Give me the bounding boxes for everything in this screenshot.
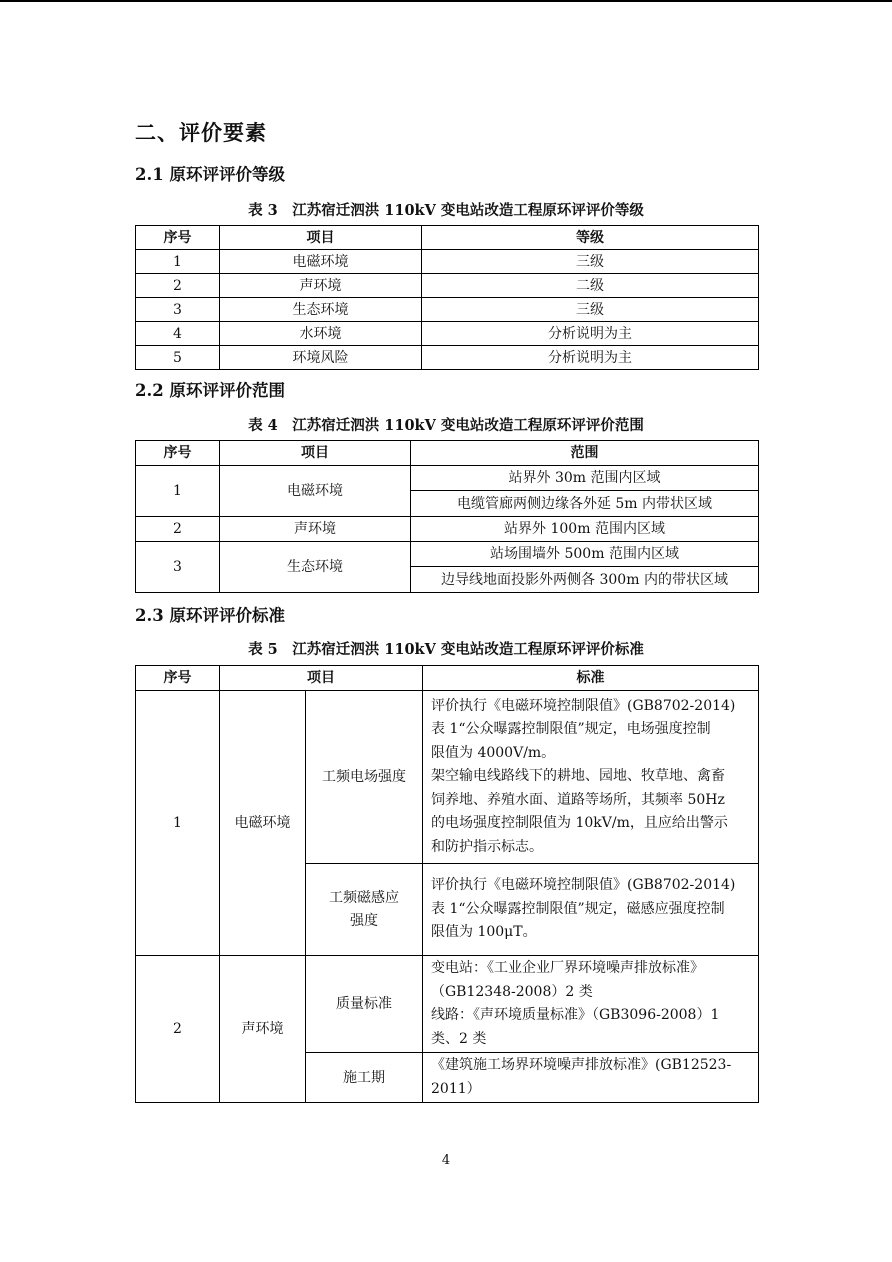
subsection-heading-2-2: 2.2 原环评评价范围 — [135, 381, 285, 400]
cell-no: 3 — [136, 298, 220, 322]
standard-line: 类、2 类 — [431, 1030, 487, 1047]
subitem-line: 工频磁感应 — [329, 889, 399, 906]
standard-line: 限值为 100μT。 — [431, 924, 537, 941]
cell-no: 2 — [136, 517, 220, 542]
cell-subitem: 质量标准 — [306, 956, 423, 1053]
cell-grade: 二级 — [422, 274, 759, 298]
cell-standard — [423, 1053, 759, 1103]
cell-no: 2 — [136, 274, 220, 298]
standard-line: 饲养地、养殖水面、道路等场所，其频率 50Hz — [431, 791, 725, 808]
cell-item: 电磁环境 — [220, 691, 306, 956]
standard-line: 的电场强度控制限值为 10kV/m，且应给出警示 — [431, 815, 728, 832]
subitem-line: 强度 — [350, 912, 378, 929]
table-row — [136, 691, 759, 864]
header-item: 项目 — [220, 226, 422, 250]
table-row — [136, 542, 759, 567]
header-grade: 等级 — [422, 226, 759, 250]
cell-no: 1 — [136, 691, 220, 956]
cell-item: 水环境 — [220, 322, 422, 346]
cell-no: 1 — [136, 466, 220, 517]
cell-standard — [423, 691, 759, 864]
subsection-heading-2-1: 2.1 原环评评价等级 — [135, 165, 285, 184]
cell-item: 生态环境 — [220, 542, 411, 593]
header-no: 序号 — [136, 666, 220, 691]
cell-grade: 分析说明为主 — [422, 322, 759, 346]
section-heading: 二、评价要素 — [135, 120, 267, 145]
table-header-row — [136, 226, 759, 250]
evaluation-grade-table — [135, 225, 759, 370]
table-row — [136, 250, 759, 274]
cell-item: 电磁环境 — [220, 250, 422, 274]
standard-line: 2011） — [431, 1080, 481, 1097]
cell-no: 3 — [136, 542, 220, 593]
cell-scope: 边导线地面投影外两侧各 300m 内的带状区域 — [411, 567, 759, 593]
cell-no: 2 — [136, 956, 220, 1103]
table-header-row — [136, 441, 759, 466]
page-number: 4 — [441, 1153, 451, 1168]
table-row — [136, 517, 759, 542]
cell-subitem — [306, 864, 423, 956]
cell-item: 环境风险 — [220, 346, 422, 370]
evaluation-scope-table — [135, 440, 759, 593]
cell-grade: 分析说明为主 — [422, 346, 759, 370]
standard-line: 表 1“公众曝露控制限值”规定，磁感应强度控制 — [431, 900, 725, 917]
table-row — [136, 298, 759, 322]
standard-line: 《建筑施工场界环境噪声排放标准》(GB12523- — [431, 1057, 732, 1073]
cell-grade: 三级 — [422, 298, 759, 322]
standard-line: 表 1“公众曝露控制限值”规定，电场强度控制 — [431, 721, 711, 738]
cell-no: 5 — [136, 346, 220, 370]
cell-subitem: 施工期 — [306, 1053, 423, 1103]
cell-no: 4 — [136, 322, 220, 346]
table-row — [136, 346, 759, 370]
header-item: 项目 — [220, 441, 411, 466]
cell-subitem: 工频电场强度 — [306, 691, 423, 864]
header-scope: 范围 — [411, 441, 759, 466]
table-row — [136, 274, 759, 298]
table-4-caption: 表 4 江苏宿迁泗洪 110kV 变电站改造工程原环评评价范围 — [248, 417, 644, 434]
header-standard: 标准 — [423, 666, 759, 691]
cell-item: 声环境 — [220, 956, 306, 1103]
header-item: 项目 — [220, 666, 423, 691]
cell-scope: 电缆管廊两侧边缘各外延 5m 内带状区域 — [411, 491, 759, 517]
cell-scope: 站界外 30m 范围内区域 — [411, 466, 759, 491]
standard-line: 评价执行《电磁环境控制限值》(GB8702-2014) — [431, 877, 736, 894]
header-no: 序号 — [136, 441, 220, 466]
cell-grade: 三级 — [422, 250, 759, 274]
table-5-caption: 表 5 江苏宿迁泗洪 110kV 变电站改造工程原环评评价标准 — [248, 641, 644, 658]
standard-line: 变电站：《工业企业厂界环境噪声排放标准》 — [431, 960, 704, 976]
cell-item: 生态环境 — [220, 298, 422, 322]
table-row — [136, 956, 759, 1053]
standard-line: （GB12348-2008）2 类 — [431, 983, 593, 1000]
table-row — [136, 322, 759, 346]
evaluation-standard-table — [135, 665, 759, 1103]
subsection-heading-2-3: 2.3 原环评评价标准 — [135, 606, 285, 625]
cell-scope: 站界外 100m 范围内区域 — [411, 517, 759, 542]
cell-item: 声环境 — [220, 517, 411, 542]
cell-standard — [423, 864, 759, 956]
table-row — [136, 466, 759, 491]
cell-standard — [423, 956, 759, 1053]
cell-no: 1 — [136, 250, 220, 274]
standard-line: 和防护指示标志。 — [431, 838, 543, 855]
standard-line: 架空输电线路线下的耕地、园地、牧草地、禽畜 — [431, 768, 725, 785]
page-top-border — [0, 0, 892, 2]
standard-line: 评价执行《电磁环境控制限值》(GB8702-2014) — [431, 697, 736, 714]
table-header-row — [136, 666, 759, 691]
cell-item: 电磁环境 — [220, 466, 411, 517]
cell-scope: 站场围墙外 500m 范围内区域 — [411, 542, 759, 567]
table-3-caption: 表 3 江苏宿迁泗洪 110kV 变电站改造工程原环评评价等级 — [248, 202, 644, 219]
header-no: 序号 — [136, 226, 220, 250]
cell-item: 声环境 — [220, 274, 422, 298]
standard-line: 限值为 4000V/m。 — [431, 744, 556, 761]
standard-line: 线路：《声环境质量标准》（GB3096-2008）1 — [431, 1007, 720, 1023]
